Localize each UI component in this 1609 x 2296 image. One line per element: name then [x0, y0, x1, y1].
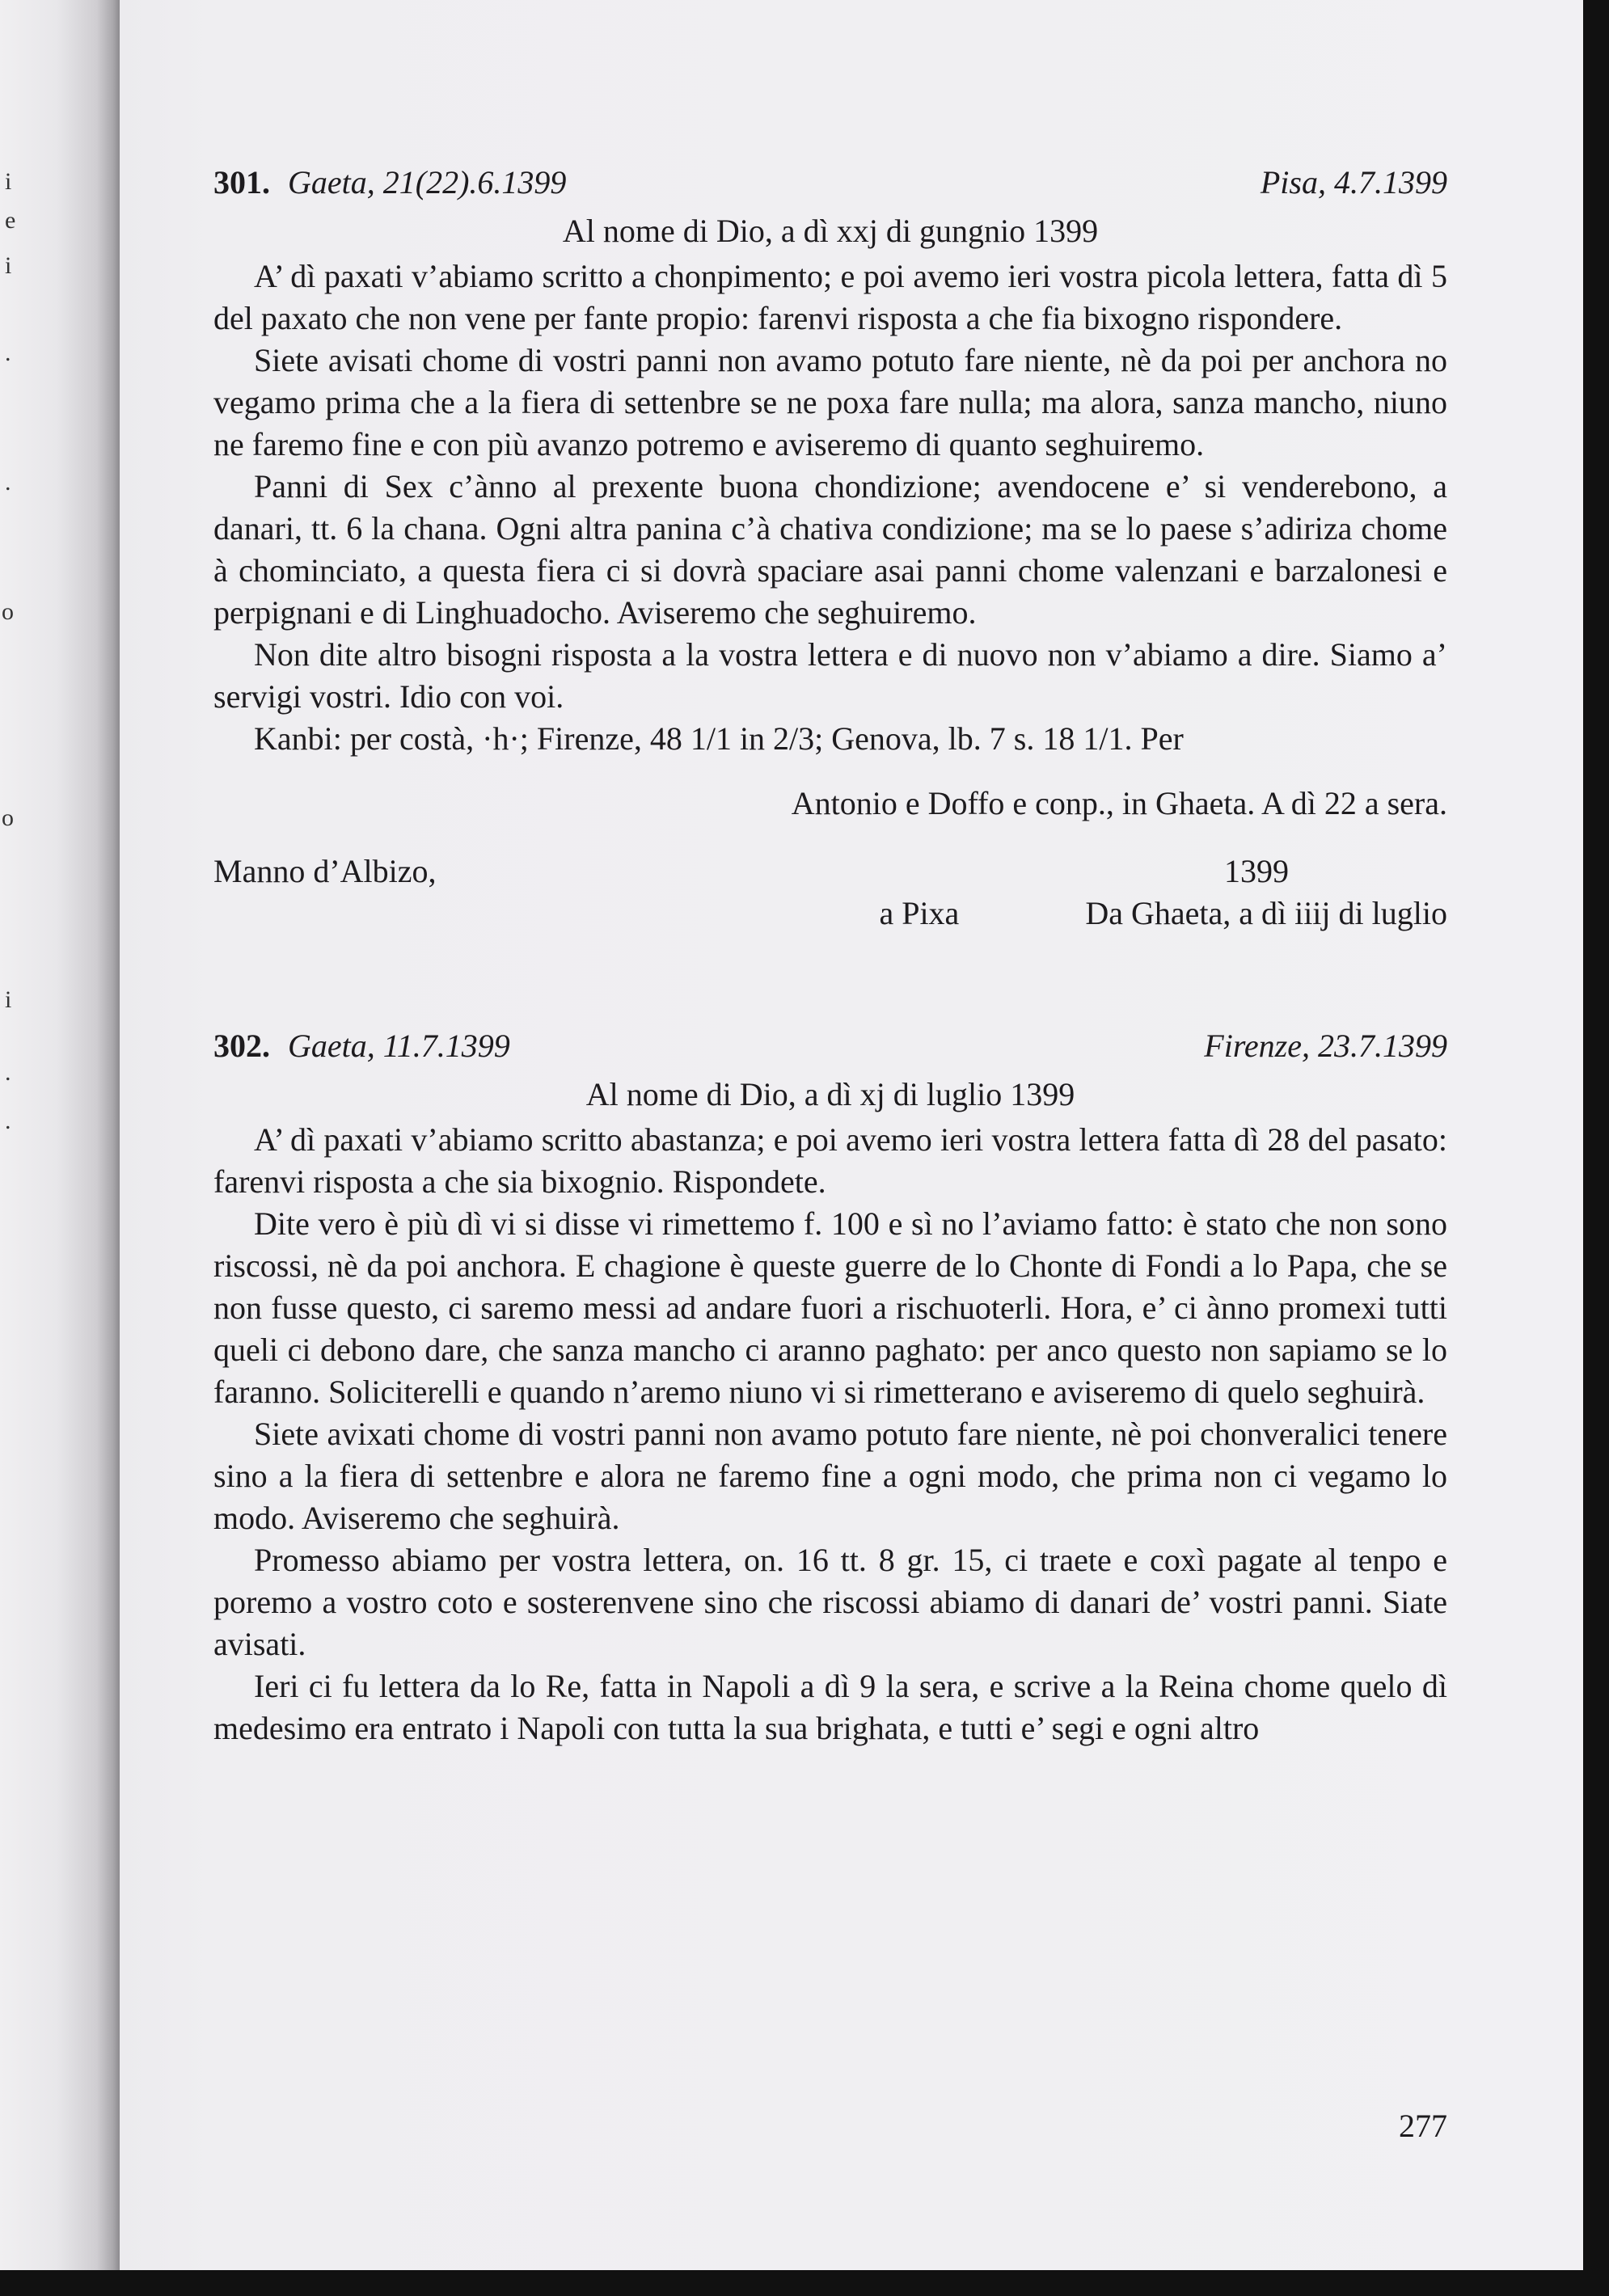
paragraph: A’ dì paxati v’abiamo scritto a chonpimento; e poi avemo ieri vostra picola lettera, fatta dì 5 del paxato che non vene per fante propio: farenvi risposta a che fia bixogno rispondere.	[213, 258, 1447, 336]
receiver-place-date: Firenze, 23.7.1399	[1204, 1028, 1447, 1064]
page-body	[213, 162, 1447, 2167]
invocation: Al nome di Dio, a dì xj di luglio 1399	[585, 1076, 1075, 1112]
margin-fragment: i	[5, 168, 12, 195]
paragraph: Non dite altro bisogni risposta a la vostra lettera e di nuovo non v’abiamo a dire. Siamo a’ servigi vostri. Idio con voi.	[213, 636, 1447, 715]
margin-fragment: .	[5, 340, 11, 366]
paragraph: Siete avisati chome di vostri panni non avamo potuto fare niente, nè da poi per anchora no vegamo prima che a la fiera di settenbre se ne poxa fare nulla; ma alora, sanza mancho, niuno ne faremo fine e con più avanzo potremo e aviseremo di quanto seghuiremo.	[213, 342, 1447, 462]
sender-place-date: Gaeta, 21(22).6.1399	[288, 164, 567, 200]
dispatch-date: Da Ghaeta, a dì iiij di luglio	[1085, 895, 1447, 931]
paragraph: Panni di Sex c’ànno al prexente buona chondizione; avendocene e’ si venderebono, a danari, tt. 6 la chana. Ogni altra panina c’à chativa condizione; ma se lo paese s’adiriza chome à chominciato, a questa fiera ci si dovrà spaciare asai panni chome valenzani e barzalonesi e perpignani e di Linghuadocho. Aviseremo che seghuiremo.	[213, 468, 1447, 631]
letter-header	[213, 162, 1447, 205]
margin-fragment: .	[5, 469, 11, 496]
letter-separator	[213, 935, 1447, 1025]
page-number: 277	[1399, 2108, 1447, 2144]
paragraph: Kanbi: per costà, ·h·; Firenze, 48 1/1 in 2/3; Genova, lb. 7 s. 18 1/1. Per	[254, 720, 1184, 757]
letter-number: 301.	[213, 164, 270, 200]
paragraph: Ieri ci fu lettera da lo Re, fatta in Napoli a dì 9 la sera, e scrive a la Reina chome quelo dì medesimo era entrato i Napoli con tutta la sua brighata, e tutti e’ segi e ogni altro	[213, 1668, 1447, 1746]
margin-fragment: o	[2, 804, 14, 831]
address-year: 1399	[1224, 853, 1289, 889]
addressee: Manno d’Albizo,	[213, 853, 437, 889]
letter-header	[213, 1025, 1447, 1069]
signature-line: Antonio e Doffo e conp., in Ghaeta. A dì 22 a sera.	[791, 785, 1447, 821]
address-line	[213, 850, 1447, 893]
margin-fragment: .	[5, 1108, 11, 1134]
paragraph: Promesso abiamo per vostra lettera, on. 16 tt. 8 gr. 15, ci traete e coxì pagate al tenpo e poremo a vostro coto e sosterenvene sino che riscossi abiamo di danari de’ vostri panni. Siate avisati.	[213, 1542, 1447, 1662]
address-place: a Pixa	[879, 895, 960, 931]
paragraph: Dite vero è più dì vi si disse vi rimettemo f. 100 e sì no l’aviamo fatto: è stato che non sono riscossi, nè da poi anchora. E chagione è queste guerre de lo Chonte di Fondi a lo Papa, che se non fusse questo, ci saremo messi ad andare fuori a rischuoterli. Hora, e’ ci ànno promexi tutti queli ci debono dare, che sanza mancho ci aranno paghato: per anco questo non sapiamo se lo faranno. Soliciterelli e quando n’aremo niuno vi si rimetterano e aviseremo di quelo seghuirà.	[213, 1205, 1447, 1410]
address-line-2	[213, 893, 1447, 935]
invocation: Al nome di Dio, a dì xxj di gungnio 1399	[562, 213, 1099, 249]
margin-fragment: .	[5, 1059, 11, 1086]
sender-place-date: Gaeta, 11.7.1399	[288, 1028, 510, 1064]
margin-fragment: i	[5, 252, 12, 279]
letter-number: 302.	[213, 1028, 270, 1064]
receiver-place-date: Pisa, 4.7.1399	[1260, 164, 1447, 200]
margin-fragment: i	[5, 986, 12, 1013]
paragraph: A’ dì paxati v’abiamo scritto abastanza; e poi avemo ieri vostra lettera fatta dì 28 del pasato: farenvi risposta a che sia bixognio. Rispondete.	[213, 1121, 1447, 1200]
letter-301	[213, 162, 1447, 935]
margin-fragment: o	[2, 598, 14, 625]
margin-fragment: e	[5, 207, 16, 234]
paragraph: Siete avixati chome di vostri panni non avamo potuto fare niente, nè poi chonveralici tenere sino a la fiera di settenbre e alora ne faremo fine a ogni modo, che prima non ci vegamo lo modo. Aviseremo che seghuirà.	[213, 1416, 1447, 1536]
facing-page-edge	[0, 0, 120, 2270]
letter-302	[213, 1025, 1447, 1749]
